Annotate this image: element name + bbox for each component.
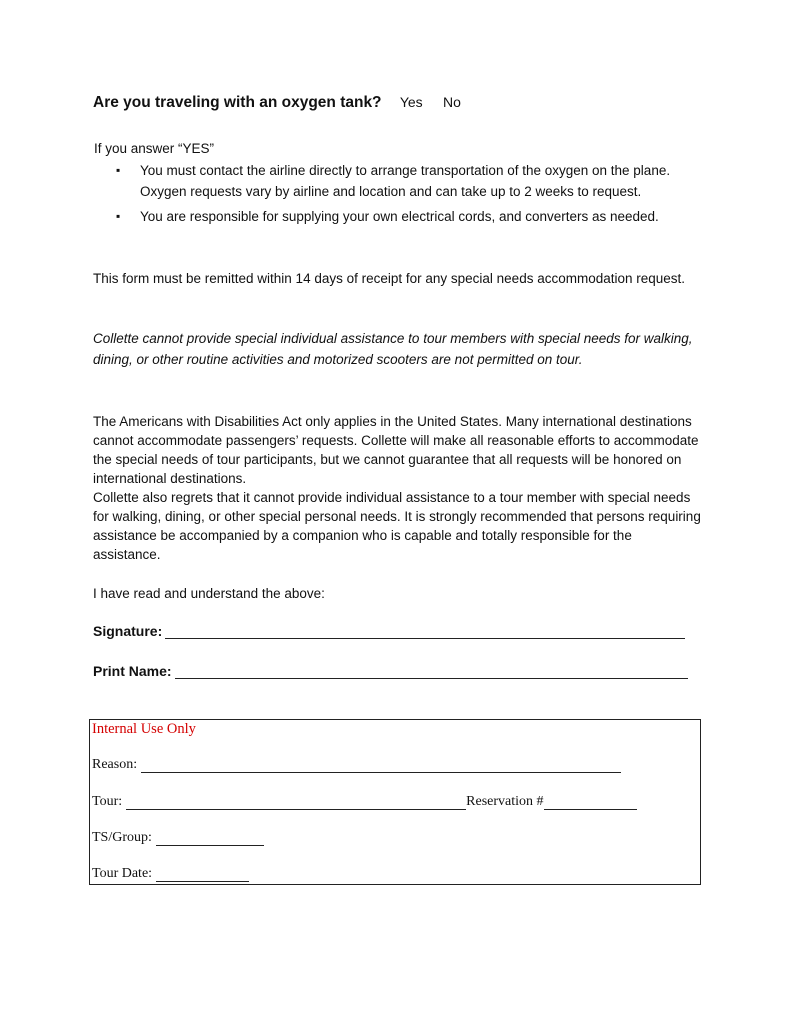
acknowledgement-text: I have read and understand the above: <box>93 586 325 601</box>
bullet-icon: ▪ <box>116 209 121 223</box>
tour-date-field <box>92 866 249 882</box>
ts-group-label: TS/Group: <box>92 830 152 845</box>
yes-option[interactable]: Yes <box>399 94 423 110</box>
assistance-notice: Collette cannot provide special individual assistance to tour members with special needs for walking, dining, or other routine activities and motorized scooters are not permitted on tour. <box>93 331 693 367</box>
signature-label: Signature: <box>93 623 163 639</box>
tour-input-line[interactable] <box>126 795 466 810</box>
reservation-input-line[interactable] <box>544 795 637 810</box>
remit-notice: This form must be remitted within 14 days of receipt for any special needs accommodation request. <box>93 271 686 286</box>
internal-use-title: Internal Use Only <box>92 721 196 737</box>
tour-field <box>92 794 637 810</box>
ada-section <box>93 412 703 564</box>
reason-field <box>92 757 621 773</box>
list-item <box>116 206 706 227</box>
list-item-text: You must contact the airline directly to arrange transportation of the oxygen on the plane. Oxygen requests vary by airline and location and can take up to 2 weeks to request. <box>140 163 671 199</box>
tour-date-label: Tour Date: <box>92 866 153 881</box>
list-item-text: You are responsible for supplying your own electrical cords, and converters as needed. <box>140 209 659 224</box>
question-text: Are you traveling with an oxygen tank? <box>93 94 382 111</box>
assistance-paragraph: Collette also regrets that it cannot provide individual assistance to a tour member with special needs for walking, dining, or other special personal needs. It is strongly recommended that persons requiring assistance be accompanied by a companion who is capable and totally responsible for the assistance. <box>93 490 701 562</box>
print-name-field <box>93 663 688 679</box>
requirements-list <box>116 160 706 231</box>
ts-group-input-line[interactable] <box>156 831 264 846</box>
tour-date-input-line[interactable] <box>156 867 249 882</box>
reservation-label: Reservation # <box>466 794 544 809</box>
reason-input-line[interactable] <box>141 758 621 773</box>
ts-group-field <box>92 830 264 846</box>
list-item <box>116 160 706 202</box>
tour-label: Tour: <box>92 794 123 809</box>
oxygen-question <box>93 94 461 112</box>
reason-label: Reason: <box>92 757 138 772</box>
print-name-label: Print Name: <box>93 663 172 679</box>
signature-input-line[interactable] <box>165 624 685 639</box>
ada-paragraph: The Americans with Disabilities Act only applies in the United States. Many international destinations cannot accommodate passengers’ requests. Collette will make all reasonable efforts to accommodate the special needs of tour participants, but we cannot guarantee that all requests will be honored on international destinations. <box>93 414 699 486</box>
internal-use-box <box>89 719 701 885</box>
print-name-input-line[interactable] <box>175 664 688 679</box>
if-yes-label: If you answer “YES” <box>94 141 215 156</box>
no-option[interactable]: No <box>443 94 461 110</box>
bullet-icon: ▪ <box>116 163 121 177</box>
signature-field <box>93 623 685 639</box>
